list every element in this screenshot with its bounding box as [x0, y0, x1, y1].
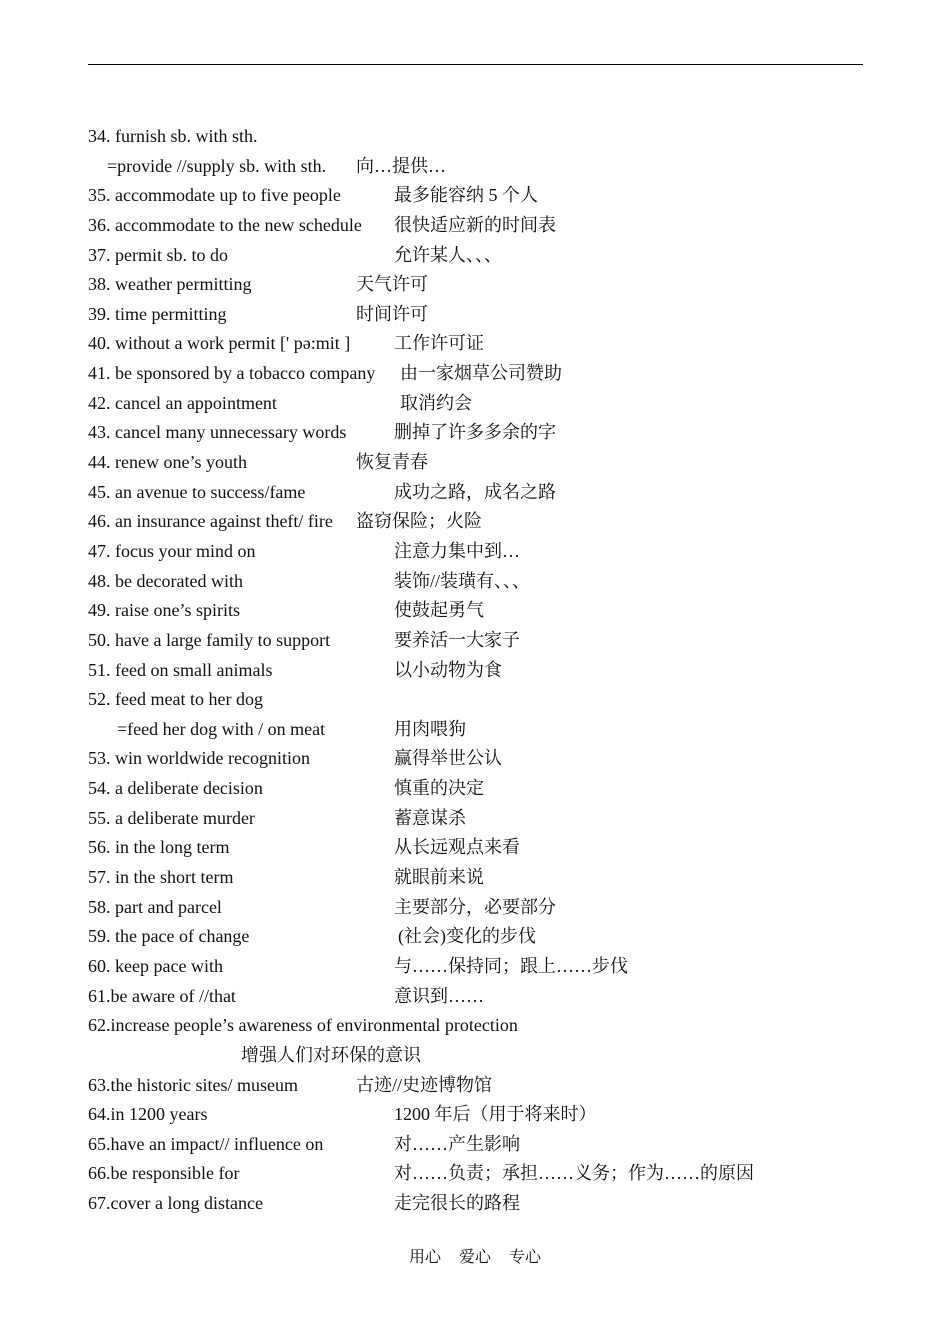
entry-english: 47. focus your mind on [88, 540, 256, 561]
list-item [0, 833, 950, 863]
list-item [0, 685, 950, 715]
entry-chinese: 恢复青春 [356, 452, 428, 473]
entry-chinese: 成功之路，成名之路 [394, 481, 556, 502]
entry-english: 38. weather permitting [88, 274, 252, 295]
entry-english: 58. part and parcel [88, 896, 222, 917]
entry-english: 44. renew one’s youth [88, 452, 247, 473]
entry-english: 37. permit sb. to do [88, 244, 228, 265]
entry-english: 51. feed on small animals [88, 659, 273, 680]
list-item [0, 626, 950, 656]
list-item [0, 893, 950, 923]
entry-english: =provide //supply sb. with sth. [107, 155, 327, 176]
list-item [0, 300, 950, 330]
header-rule [88, 64, 863, 65]
entry-chinese: 就眼前来说 [394, 867, 484, 888]
entry-chinese: 古迹//史迹博物馆 [356, 1074, 493, 1095]
entry-english: 43. cancel many unnecessary words [88, 422, 347, 443]
entry-chinese: 慎重的决定 [394, 778, 484, 799]
entry-english: 34. furnish sb. with sth. [88, 126, 258, 146]
entry-chinese: 蓄意谋杀 [394, 807, 466, 828]
entry-english: 41. be sponsored by a tobacco company [88, 363, 376, 384]
entry-english: 61.be aware of //that [88, 985, 236, 1006]
entry-chinese: 用肉喂狗 [394, 718, 466, 739]
list-item [0, 1011, 950, 1041]
entry-chinese: 意识到…… [394, 985, 484, 1006]
entry-chinese: 装饰//装璜有、、、 [394, 570, 531, 591]
entry-english: 66.be responsible for [88, 1163, 240, 1184]
entry-chinese: 走完很长的路程 [394, 1193, 520, 1214]
list-item [0, 389, 950, 419]
list-item [0, 1159, 950, 1189]
list-item [0, 596, 950, 626]
entry-chinese: (社会)变化的步伐 [398, 926, 536, 947]
list-item [0, 478, 950, 508]
entry-english: 40. without a work permit [' pə:mit ] [88, 333, 351, 354]
list-item [0, 181, 950, 211]
entry-chinese: 使鼓起勇气 [394, 600, 484, 621]
list-item [0, 1041, 950, 1071]
entry-chinese: 对……负责；承担……义务；作为……的原因 [394, 1163, 754, 1184]
entry-english: =feed her dog with / on meat [117, 718, 326, 739]
list-item [0, 1071, 950, 1101]
list-item [0, 656, 950, 686]
entry-english: 67.cover a long distance [88, 1193, 263, 1214]
entry-english: 50. have a large family to support [88, 629, 331, 650]
entry-chinese: 删掉了许多多余的字 [394, 422, 556, 443]
entry-english: 62.increase people’s awareness of environmental protection [88, 1015, 518, 1036]
entry-english: 59. the pace of change [88, 926, 250, 947]
entry-chinese: 最多能容纳 5 个人 [394, 185, 538, 206]
entry-chinese: 允许某人、、、 [394, 244, 502, 265]
list-item [0, 952, 950, 982]
list-item [0, 744, 950, 774]
list-item [0, 1100, 950, 1130]
entry-english: 55. a deliberate murder [88, 807, 255, 828]
entry-chinese: 注意力集中到… [394, 540, 520, 561]
entry-chinese: 1200 年后（用于将来时） [394, 1104, 597, 1125]
list-item [0, 982, 950, 1012]
entry-chinese: 向…提供… [356, 155, 446, 176]
list-item [0, 804, 950, 834]
entry-chinese: 对……产生影响 [394, 1133, 520, 1154]
entry-english: 54. a deliberate decision [88, 778, 263, 799]
entry-english: 49. raise one’s spirits [88, 600, 240, 621]
entry-english: 63.the historic sites/ museum [88, 1074, 298, 1095]
list-item [0, 507, 950, 537]
entry-chinese: 主要部分，必要部分 [394, 896, 556, 917]
entry-chinese: 赢得举世公认 [394, 748, 502, 769]
list-item [0, 418, 950, 448]
entry-chinese: 以小动物为食 [394, 659, 502, 680]
entry-chinese: 要养活一大家子 [394, 629, 520, 650]
entry-english: 57. in the short term [88, 867, 234, 888]
vocabulary-list [0, 122, 950, 1219]
entry-english: 52. feed meat to her dog [88, 689, 263, 710]
entry-english: 36. accommodate to the new schedule [88, 214, 362, 235]
entry-chinese: 从长远观点来看 [394, 837, 520, 858]
list-item [0, 1130, 950, 1160]
list-item [0, 567, 950, 597]
entry-chinese: 天气许可 [356, 274, 428, 295]
list-item [0, 774, 950, 804]
entry-english: 35. accommodate up to five people [88, 185, 341, 206]
entry-english: 46. an insurance against theft/ fire [88, 511, 333, 532]
list-item [0, 537, 950, 567]
entry-chinese: 很快适应新的时间表 [394, 214, 556, 235]
entry-chinese: 由一家烟草公司赞助 [400, 363, 562, 384]
entry-chinese: 工作许可证 [394, 333, 484, 354]
list-item [0, 448, 950, 478]
list-item [0, 922, 950, 952]
entry-english: 39. time permitting [88, 303, 227, 324]
entry-english: 65.have an impact// influence on [88, 1133, 324, 1154]
list-item [0, 1189, 950, 1219]
page-footer: 用心 爱心 专心 [408, 1249, 541, 1266]
list-item [0, 715, 950, 745]
entry-english: 45. an avenue to success/fame [88, 481, 306, 502]
list-item [0, 359, 950, 389]
entry-chinese: 盗窃保险；火险 [356, 511, 482, 532]
entry-english: 48. be decorated with [88, 570, 243, 591]
entry-english: 42. cancel an appointment [88, 392, 277, 413]
list-item [0, 329, 950, 359]
list-item [0, 241, 950, 271]
list-item [0, 211, 950, 241]
list-item [0, 863, 950, 893]
entry-chinese: 取消约会 [400, 392, 472, 413]
entry-chinese: 与……保持同；跟上……步伐 [394, 955, 628, 976]
entry-chinese: 时间许可 [356, 303, 428, 324]
entry-english: 64.in 1200 years [88, 1104, 208, 1125]
list-item [0, 122, 950, 152]
entry-english: 60. keep pace with [88, 955, 223, 976]
entry-english: 53. win worldwide recognition [88, 748, 310, 769]
list-item [0, 152, 950, 182]
entry-chinese: 增强人们对环保的意识 [241, 1044, 421, 1065]
entry-english: 56. in the long term [88, 837, 230, 858]
list-item [0, 270, 950, 300]
